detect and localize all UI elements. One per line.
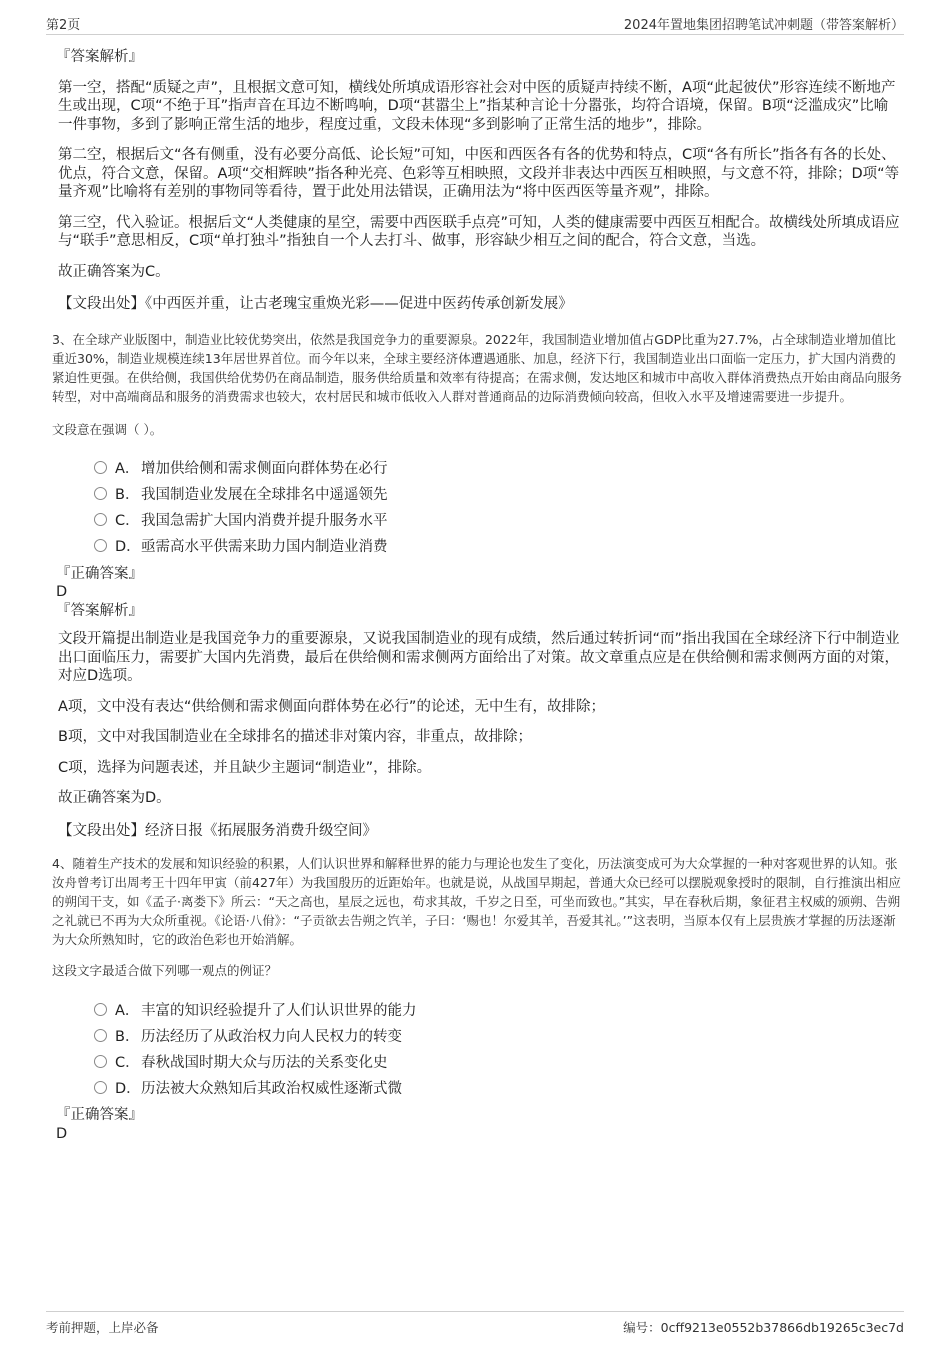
option-letter: B． [115, 1028, 140, 1045]
answer-analysis-label: 『答案解析』 [56, 49, 143, 65]
page-number: 第2页 [46, 18, 81, 33]
source-citation: 【文段出处】经济日报《拓展服务消费升级空间》 [58, 822, 377, 839]
question-prompt: 这段文字最适合做下列哪一观点的例证？ [52, 963, 278, 978]
analysis-paragraph: 文段开篇提出制造业是我国竞争力的重要源泉，又说我国制造业的现有成绩，然后通过转折词“而”指出我国在全球经济下行中制造业出口面临压力，需要扩大国内先消费，最后在供给侧和需求侧两方面给出了对策。故文章重点应是在供给侧和需求侧两方面的对策，对应D选项。 [58, 631, 900, 684]
option-letter: C． [115, 1054, 140, 1071]
option-text: 丰富的知识经验提升了人们认识世界的能力 [141, 1002, 417, 1019]
radio-icon[interactable] [94, 461, 107, 474]
option-text: 我国制造业发展在全球排名中遥遥领先 [141, 487, 388, 503]
document-title: 2024年置地集团招聘笔试冲刺题（带答案解析） [623, 18, 904, 33]
option-text: 春秋战国时期大众与历法的关系变化史 [141, 1054, 388, 1071]
radio-icon[interactable] [94, 487, 107, 500]
analysis-paragraph: 第一空，搭配“质疑之声”，且根据文意可知，横线处所填成语形容社会对中医的质疑声持续不断，A项“此起彼伏”形容连续不断地产生或出现，C项“不绝于耳”指声音在耳边不断鸣响，D项“甚嚣尘上”指某种言论十分嚣张，均符合语境，保留。B项“泛滥成灾”比喻一件事物，多到了影响正常生活的地步，程度过重，文段未体现“多到影响了正常生活的地步”，排除。 [58, 79, 896, 133]
option-d[interactable] [94, 1074, 908, 1100]
answer-conclusion: 故正确答案为C。 [58, 263, 170, 280]
option-text: 亟需高水平供需来助力国内制造业消费 [141, 539, 388, 555]
answer-analysis-label: 『答案解析』 [56, 602, 143, 619]
radio-icon[interactable] [94, 513, 107, 526]
footer-slogan: 考前押题，上岸必备 [46, 1320, 159, 1335]
radio-icon[interactable] [94, 1081, 107, 1094]
option-text: 我国急需扩大国内消费并提升服务水平 [141, 513, 388, 529]
option-list [52, 996, 908, 1100]
answer-conclusion: 故正确答案为D。 [58, 790, 171, 806]
option-text: 历法被大众熟知后其政治权威性逐渐式微 [141, 1080, 402, 1097]
option-letter: D． [115, 1080, 141, 1097]
radio-icon[interactable] [94, 1029, 107, 1042]
question-stem: 4、随着生产技术的发展和知识经验的积累，人们认识世界和解释世界的能力与理论也发生了变化，历法演变成可为大众掌握的一种对客观世界的认知。张汝舟曾考订出周考王十四年甲寅（前427年）为我国殷历的近距始年。也就是说，从战国早期起，普通大众已经可以摆脱观象授时的限制，自行推演出相应的朔闰干支，如《孟子·离娄下》所云：“天之高也，星辰之远也，苟求其故，千岁之日至，可坐而致也。”其实，早在春秋后期，象征君主权威的颁朔、告朔之礼就已不再为大众所重视。《论语·八佾》：“子贡欲去告朔之饩羊，子曰：‘赐也！尔爱其羊，吾爱其礼。’”这表明，当原本仅有上层贵族才掌握的历法逐渐为大众所熟知时，它的政治色彩也开始消解。 [52, 856, 901, 947]
option-c[interactable] [94, 507, 908, 533]
analysis-paragraph: 第二空，根据后文“各有侧重，没有必要分高低、论长短”可知，中医和西医各有各的优势和特点，C项“各有所长”指各有各的长处、优点，符合文意，保留。A项“交相辉映”指各种光亮、色彩等互相映照，文段并非表达中西医互相映照，与文意不符，排除；D项“等量齐观”比喻将有差别的事物同等看待，置于此处用法错误，正确用法为“将中医西医等量齐观”，排除。 [58, 147, 900, 200]
analysis-paragraph: B项，文中对我国制造业在全球排名的描述非对策内容，非重点，故排除； [58, 729, 532, 745]
source-citation: 【文段出处】《中西医并重，让古老瑰宝重焕光彩——促进中医药传承创新发展》 [58, 296, 573, 312]
option-c[interactable] [94, 1048, 908, 1074]
option-letter: B． [115, 487, 140, 503]
option-letter: D． [115, 539, 141, 555]
analysis-paragraph: 第三空，代入验证。根据后文“人类健康的星空，需要中西医联手点亮”可知，人类的健康需要中西医互相配合。故横线处所填成语应与“联手”意思相反，C项“单打独斗”指独自一个人去打斗、做事，形容缺少相互之间的配合，符合文意，当选。 [58, 214, 900, 249]
document-id: 编号：0cff9213e0552b37866db19265c3ec7d [623, 1320, 904, 1335]
correct-answer: D [56, 1125, 68, 1142]
option-letter: A． [115, 461, 140, 477]
option-letter: C． [115, 513, 140, 529]
option-text: 历法经历了从政治权力向人民权力的转变 [141, 1028, 402, 1045]
analysis-paragraph: A项，文中没有表达“供给侧和需求侧面向群体势在必行”的论述，无中生有，故排除； [58, 698, 605, 715]
page-content [52, 44, 908, 1143]
option-d[interactable] [94, 533, 908, 559]
radio-icon[interactable] [94, 1055, 107, 1068]
option-a[interactable] [94, 455, 908, 481]
question-prompt: 文段意在强调（ ）。 [52, 421, 163, 437]
option-letter: A． [115, 1002, 140, 1019]
correct-answer: D [56, 584, 68, 600]
radio-icon[interactable] [94, 539, 107, 552]
page-header [46, 12, 904, 35]
correct-answer-label: 『正确答案』 [56, 565, 143, 582]
option-list [52, 455, 908, 559]
option-a[interactable] [94, 996, 908, 1022]
option-text: 增加供给侧和需求侧面向群体势在必行 [141, 461, 388, 477]
correct-answer-label: 『正确答案』 [56, 1107, 143, 1123]
option-b[interactable] [94, 1022, 908, 1048]
question-stem: 3、在全球产业版图中，制造业比较优势突出，依然是我国竞争力的重要源泉。2022年，我国制造业增加值占GDP比重为27.7%，占全球制造业增加值比重近30%，制造业规模连续13年居世界首位。而今年以来，全球主要经济体遭遇通胀、加息，经济下行，我国制造业出口面临一定压力，扩大国内消费的紧迫性更强。在供给侧，我国供给优势仍在商品制造，服务供给质量和效率有待提高；在需求侧，发达地区和城市中高收入群体消费热点开始由商品向服务转型，对中高端商品和服务的消费需求也较大，农村居民和城市低收入人群对普通商品的边际消费倾向较高，但收入水平及增速需要进一步提升。 [52, 331, 903, 404]
page-footer [46, 1311, 904, 1336]
radio-icon[interactable] [94, 1003, 107, 1016]
option-b[interactable] [94, 481, 908, 507]
analysis-paragraph: C项，选择为问题表述，并且缺少主题词“制造业”，排除。 [58, 759, 432, 776]
